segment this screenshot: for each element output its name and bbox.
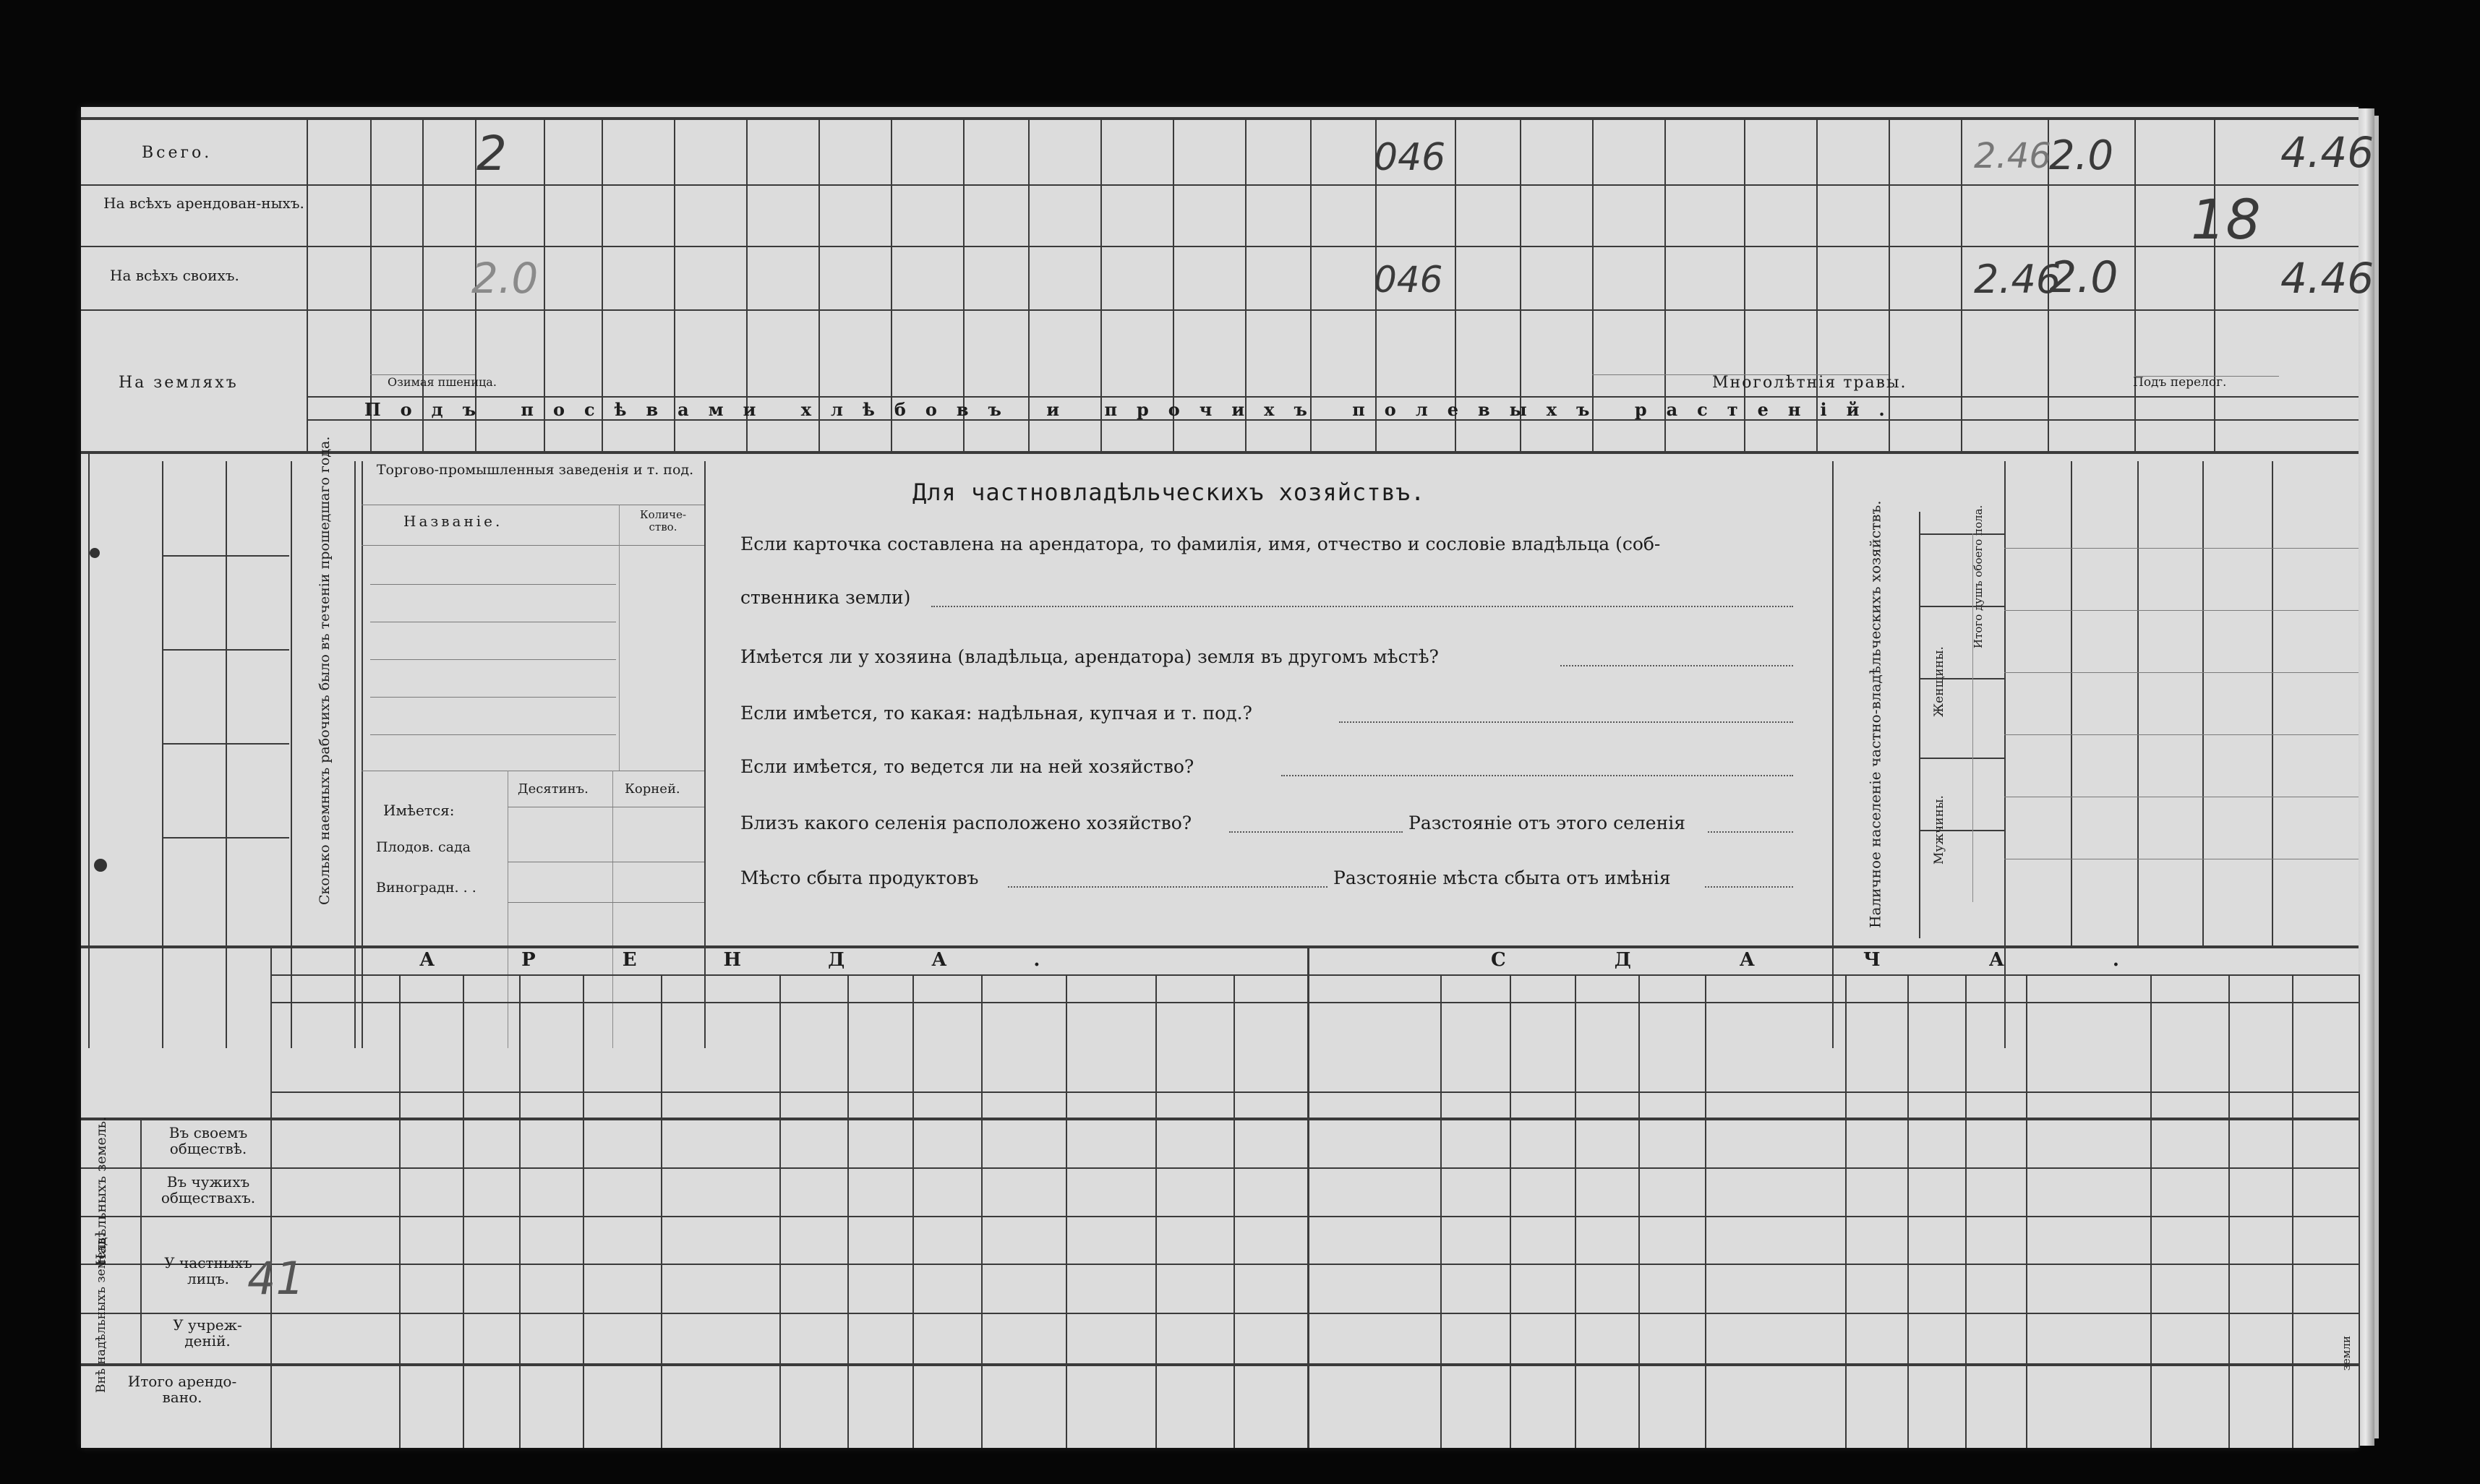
population-right-footer xyxy=(2075,866,2133,945)
crop-col-label xyxy=(308,312,369,396)
livestock-number xyxy=(171,655,214,737)
livestock-number xyxy=(171,843,214,932)
crop-col-label xyxy=(1102,312,1171,396)
crop-col-label xyxy=(1890,312,1959,376)
population-number xyxy=(1977,760,1998,827)
dotted-line xyxy=(931,606,1793,607)
lease-col-label xyxy=(1967,1006,2024,1089)
row-label-na-zemlyakh: На земляхъ xyxy=(119,374,239,392)
hand-vsego-99: 2.46 xyxy=(1974,136,2051,176)
livestock-number xyxy=(171,749,214,831)
rule xyxy=(1307,974,1309,1448)
trade-title: Торгово-промышленныя заведенія и т. под. xyxy=(376,462,694,478)
rule xyxy=(508,902,704,903)
crop-col-label xyxy=(1962,312,2046,376)
page-edge-shadow xyxy=(2374,116,2379,1438)
population-number xyxy=(1977,681,1998,755)
rule xyxy=(226,461,227,1048)
crop-col-label xyxy=(1174,312,1244,396)
rule xyxy=(162,837,289,838)
hand-vsego-79: 2 xyxy=(476,126,507,181)
trade-desyatin: Десятинъ. xyxy=(518,781,589,797)
hand-margin-mark: 41 xyxy=(247,1252,304,1305)
crop-col-label xyxy=(820,312,889,396)
rule xyxy=(2137,461,2139,945)
crop-col-label xyxy=(675,312,745,396)
lease-col-label xyxy=(1847,1006,1906,1089)
rule xyxy=(162,649,289,651)
crop-col-label xyxy=(1312,312,1374,396)
rule xyxy=(2004,610,2359,611)
lease-col-label xyxy=(1576,1006,1637,1089)
population-number xyxy=(1977,609,1998,675)
rule xyxy=(2026,974,2027,1448)
rule xyxy=(1919,758,2004,759)
population-sublabel xyxy=(1949,833,1971,899)
group-vne: Внѣ надѣльныхъ земель. xyxy=(94,1233,109,1394)
lease-row-5: Итого арендо-вано. xyxy=(127,1373,237,1406)
hand-svoikh-99: 2.46 xyxy=(1974,257,2061,302)
crop-col-label xyxy=(1247,312,1309,396)
rule xyxy=(1705,974,1706,1448)
private-q2: Имѣется ли у хозяина (владѣльца, арендатора) земля въ другомъ мѣстѣ? xyxy=(740,646,1439,667)
lease-col-label xyxy=(1157,1006,1232,1089)
rule xyxy=(2004,672,2359,673)
lease-col-label xyxy=(914,1006,980,1089)
lease-sdacha: СДАЧА. xyxy=(1491,949,2228,971)
sub-ozimaya-pshenitsa: Озимая пшеница. xyxy=(388,375,497,389)
hand-svoikh-103: 4.46 xyxy=(2280,254,2374,303)
rule xyxy=(270,974,272,1448)
rule xyxy=(307,117,308,451)
lease-col-label xyxy=(849,1006,911,1089)
crop-col-label xyxy=(1456,312,1518,396)
lease-row-3: У частныхъ лицъ. xyxy=(164,1254,252,1287)
private-q1a: Если карточка составлена на арендатора, то фамилія, имя, отчество и сословіе владѣльца (соб- xyxy=(740,533,1661,554)
trade-vineyard: Виноградн. . . xyxy=(376,880,476,896)
population-sublabel xyxy=(1949,681,1971,755)
lease-row-2: Въ чужихъ обществахъ. xyxy=(161,1173,256,1206)
lease-col-label xyxy=(521,1006,581,1089)
rule xyxy=(291,461,292,1048)
rule xyxy=(140,1118,142,1363)
population-right-header xyxy=(2207,468,2267,548)
hired-label: Сколько наемныхъ рабочихъ было въ теченіи прошедшаго года. xyxy=(317,436,333,906)
lease-col-label xyxy=(1067,1006,1154,1089)
hand-vsego-103: 4.46 xyxy=(2280,128,2374,177)
rule xyxy=(81,1363,2359,1366)
rule xyxy=(81,1313,2359,1314)
sub-pod-perelog: Подъ перелог. xyxy=(2133,375,2227,390)
trade-name-col: Названіе. xyxy=(403,512,503,530)
hand-vsego-91: 046 xyxy=(1374,136,1446,179)
hand-svoikh-91: 046 xyxy=(1374,259,1443,301)
rule xyxy=(1972,533,1973,902)
private-q5a: Близъ какого селенія расположено хозяйство? xyxy=(740,812,1192,833)
rule xyxy=(162,461,163,1048)
population-number xyxy=(1977,536,1998,603)
rule xyxy=(2202,461,2204,945)
row-label-vsego: Всего. xyxy=(142,144,213,162)
lease-col-label xyxy=(1909,1006,1964,1089)
private-q1b: ственника земли) xyxy=(740,587,911,608)
rule xyxy=(2004,734,2359,735)
rule xyxy=(1919,830,2004,831)
population-sublabel xyxy=(1949,760,1971,827)
crop-col-label xyxy=(892,312,962,396)
rule xyxy=(2004,548,2359,549)
rule xyxy=(2071,461,2072,945)
lease-col-label xyxy=(2152,1006,2227,1089)
rule xyxy=(1919,533,2004,535)
rule xyxy=(370,659,616,660)
population-label: Наличное населеніе частно-владѣльческихъ хозяйствъ. xyxy=(1866,500,1884,928)
trade-qty-col: Количе-ство. xyxy=(639,508,687,533)
group-nadel: Надѣльныхъ земель. xyxy=(93,1116,110,1266)
dotted-line xyxy=(1708,831,1793,833)
population-right-header xyxy=(2276,468,2354,548)
rule xyxy=(1919,678,2004,679)
page-edge xyxy=(2359,108,2374,1446)
livestock-number xyxy=(171,561,214,643)
hand-vsego-100: 2.0 xyxy=(2049,132,2114,179)
crop-col-label xyxy=(545,312,600,396)
rule xyxy=(1919,512,1920,938)
dotted-line xyxy=(1560,665,1793,666)
row-label-svoikh: На всѣхъ своихъ. xyxy=(110,267,239,284)
rule xyxy=(2359,974,2360,1448)
lease-col-label xyxy=(1640,1006,1703,1089)
population-right-footer xyxy=(2142,866,2198,945)
lease-col-label xyxy=(2293,1006,2357,1089)
rule xyxy=(2134,117,2136,451)
hand-svoikh-100: 2.0 xyxy=(2049,252,2118,303)
dotted-line xyxy=(1281,775,1793,776)
population-right-header xyxy=(2075,468,2133,548)
private-q4: Если имѣется, то ведется ли на ней хозяйство? xyxy=(740,756,1194,777)
pop-men: Мужчины. xyxy=(1932,795,1947,865)
trade-korney: Корней. xyxy=(625,781,680,797)
crop-col-label xyxy=(1666,312,1743,376)
livestock-label xyxy=(237,749,281,831)
rule xyxy=(81,1167,2359,1169)
livestock-label xyxy=(237,843,281,932)
private-q6a: Мѣсто сбыта продуктовъ xyxy=(740,867,979,888)
rule xyxy=(162,555,289,557)
population-right-footer xyxy=(2009,866,2066,945)
punch-hole xyxy=(90,548,100,558)
rule xyxy=(362,545,704,546)
population-number xyxy=(1977,833,1998,899)
rule xyxy=(81,1216,2359,1217)
rule xyxy=(1919,606,2004,607)
dotted-line xyxy=(1008,886,1327,888)
lease-col-label xyxy=(1235,1006,1306,1089)
lease-col-label xyxy=(1511,1006,1573,1089)
private-q3: Если имѣется, то какая: надѣльная, купчая и т. под.? xyxy=(740,703,1252,724)
rule xyxy=(2214,117,2215,451)
hand-svoikh-79: 2.0 xyxy=(471,254,539,303)
rule xyxy=(81,1264,2359,1265)
crop-col-label xyxy=(1521,312,1591,376)
rule xyxy=(370,697,616,698)
livestock-label xyxy=(237,655,281,737)
rule xyxy=(362,461,363,1048)
private-q6b: Разстояніе мѣста сбыта отъ имѣнія xyxy=(1333,867,1671,888)
crop-col-label xyxy=(1745,312,1815,376)
crop-col-label xyxy=(965,312,1027,396)
pop-women: Женщины. xyxy=(1932,646,1947,717)
rule xyxy=(88,451,90,1048)
lease-arenda: АРЕНДА. xyxy=(419,949,1127,971)
lease-col-label xyxy=(2230,1006,2291,1089)
lease-col-label xyxy=(401,1006,461,1089)
rule xyxy=(81,451,2359,454)
edge-note: земли xyxy=(2340,1336,2353,1371)
rule xyxy=(661,974,662,1448)
crop-banner: Подъ посѣвами хлѣбовъ и прочихъ полевыхъ растеній. xyxy=(364,399,1904,420)
hand-arend-101: 18 xyxy=(2191,187,2261,252)
trade-garden: Плодов. сада xyxy=(376,839,471,855)
rule xyxy=(1961,117,1962,451)
rule xyxy=(370,584,616,585)
livestock-label xyxy=(237,561,281,643)
rule xyxy=(354,461,356,1048)
crop-col-label xyxy=(748,312,817,396)
trade-has: Имѣется: xyxy=(383,802,455,819)
livestock-number xyxy=(171,467,214,549)
population-right-footer xyxy=(2207,866,2267,945)
rule xyxy=(162,743,289,745)
rule xyxy=(2272,461,2273,945)
rule xyxy=(81,945,2359,948)
lease-row-4: У учреж-деній. xyxy=(173,1316,242,1350)
livestock-label xyxy=(237,467,281,549)
crop-col-label xyxy=(1594,312,1663,376)
punch-hole xyxy=(94,859,107,872)
population-right-header xyxy=(2009,468,2066,548)
lease-col-label xyxy=(464,1006,518,1089)
sub-multi-grass: Многолѣтнія травы. xyxy=(1712,374,1907,392)
private-title: Для частновладѣльческихъ хозяйствъ. xyxy=(912,479,1426,506)
crop-col-label xyxy=(603,312,672,396)
population-right-header xyxy=(2142,468,2198,548)
dotted-line xyxy=(1705,886,1793,888)
population-right-footer xyxy=(2276,866,2354,945)
pop-total-both: Итого душъ обоего пола. xyxy=(1972,505,1985,649)
dotted-line xyxy=(1229,831,1403,833)
crop-col-label xyxy=(1377,312,1453,396)
population-sublabel xyxy=(1949,609,1971,675)
crop-col-label xyxy=(2049,312,2133,376)
dotted-line xyxy=(1339,721,1793,723)
rule xyxy=(81,1118,2359,1120)
census-card xyxy=(81,107,2374,1448)
row-label-arend: На всѣхъ арендован-ныхъ. xyxy=(103,194,304,212)
lease-col-label xyxy=(1442,1006,1508,1089)
private-q5b: Разстояніе отъ этого селенія xyxy=(1408,812,1686,833)
lease-col-label xyxy=(584,1006,659,1089)
rule xyxy=(619,505,620,771)
rule xyxy=(370,734,616,735)
rule xyxy=(981,974,983,1448)
rule xyxy=(307,396,2359,398)
lease-row-1: Въ своемъ обществѣ. xyxy=(168,1124,248,1157)
lease-col-label xyxy=(781,1006,846,1089)
crop-col-label xyxy=(1030,312,1099,396)
